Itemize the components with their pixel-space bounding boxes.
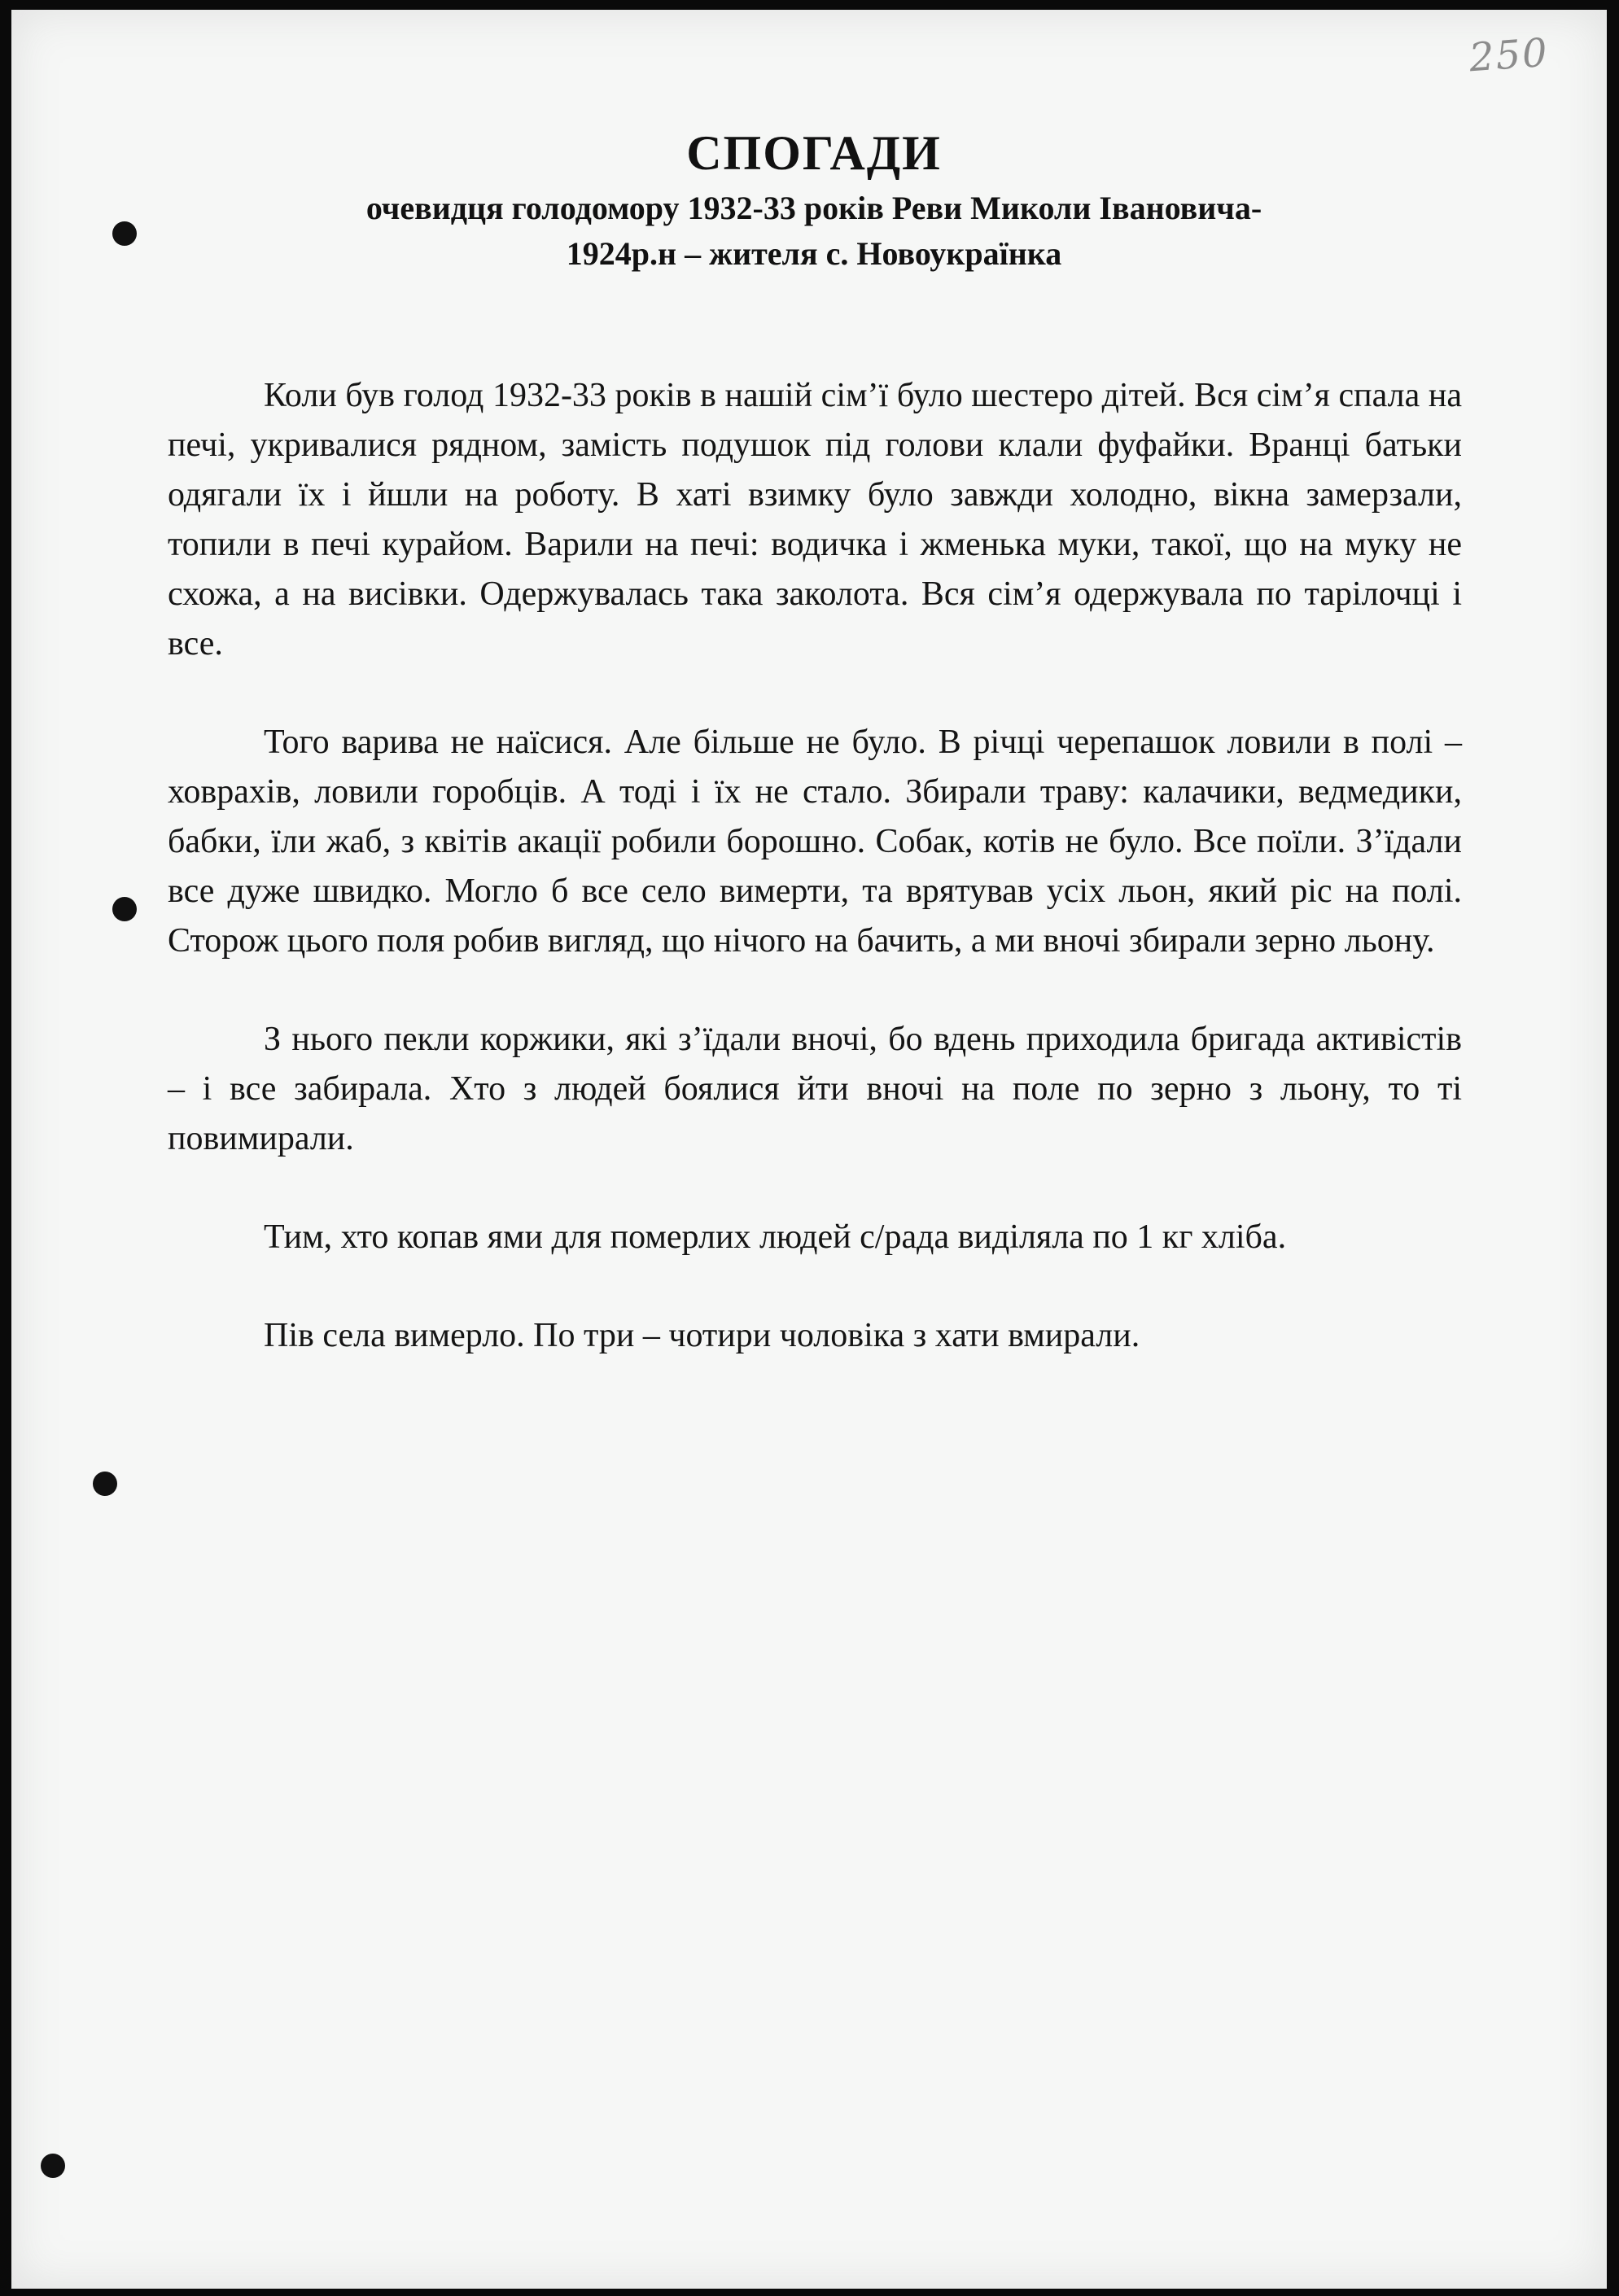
document-subtitle-line2: 1924р.н – жителя с. Новоукраїнка [566,235,1062,272]
paragraph: Того варива не наїсися. Але більше не було. В річці черепашок ловили в полі – ховрахів, ловили горобців. А тоді і їх не стало. Збирали траву: калачики, ведмедики, бабки, їли жаб, з квітів акації робили борошно. Собак, котів не було. Все поїли. З’їдали все дуже швидко. Могло б все село вимерти, та врятував усіх льон, який ріс на полі. Сторож цього поля робив вигляд, що нічого на бачить, а ми вночі збирали зерно льону. [168,724,1462,960]
punch-hole [112,897,137,921]
punch-hole [41,2154,65,2178]
punch-hole [112,221,137,246]
document-body [168,371,1462,1410]
paragraph: Тим, хто копав ями для померлих людей с/рада виділяла по 1 кг хліба. [264,1218,1287,1256]
punch-hole [93,1472,117,1496]
document-header [163,120,1465,277]
document-title: СПОГАДИ [686,126,942,180]
document-subtitle-line1: очевидця голодомору 1932-33 років Реви Миколи Івановича- [365,190,1262,226]
handwritten-page-number: 250 [1468,29,1551,81]
paragraph: Пів села вимерло. По три – чотири чоловіка з хати вмирали. [264,1317,1140,1354]
paragraph: З нього пекли коржики, які з’їдали вночі, бо вдень приходила бригада активістів – і все забирала. Хто з людей боялися йти вночі на поле по зерно з льону, то ті повимирали. [168,1021,1462,1157]
paragraph: Коли був голод 1932-33 років в нашій сім’ї було шестеро дітей. Вся сім’я спала на печі, укривалися рядном, замість подушок під голови клали фуфайки. Вранці батьки одягали їх і йшли на роботу. В хаті взимку було завжди холодно, вікна замерзали, топили в печі курайом. Варили на печі: водичка і жменька муки, такої, що на муку не схожа, а на висівки. Одержувалась така заколота. Вся сім’я одержувала по тарілочці і все. [168,377,1462,663]
